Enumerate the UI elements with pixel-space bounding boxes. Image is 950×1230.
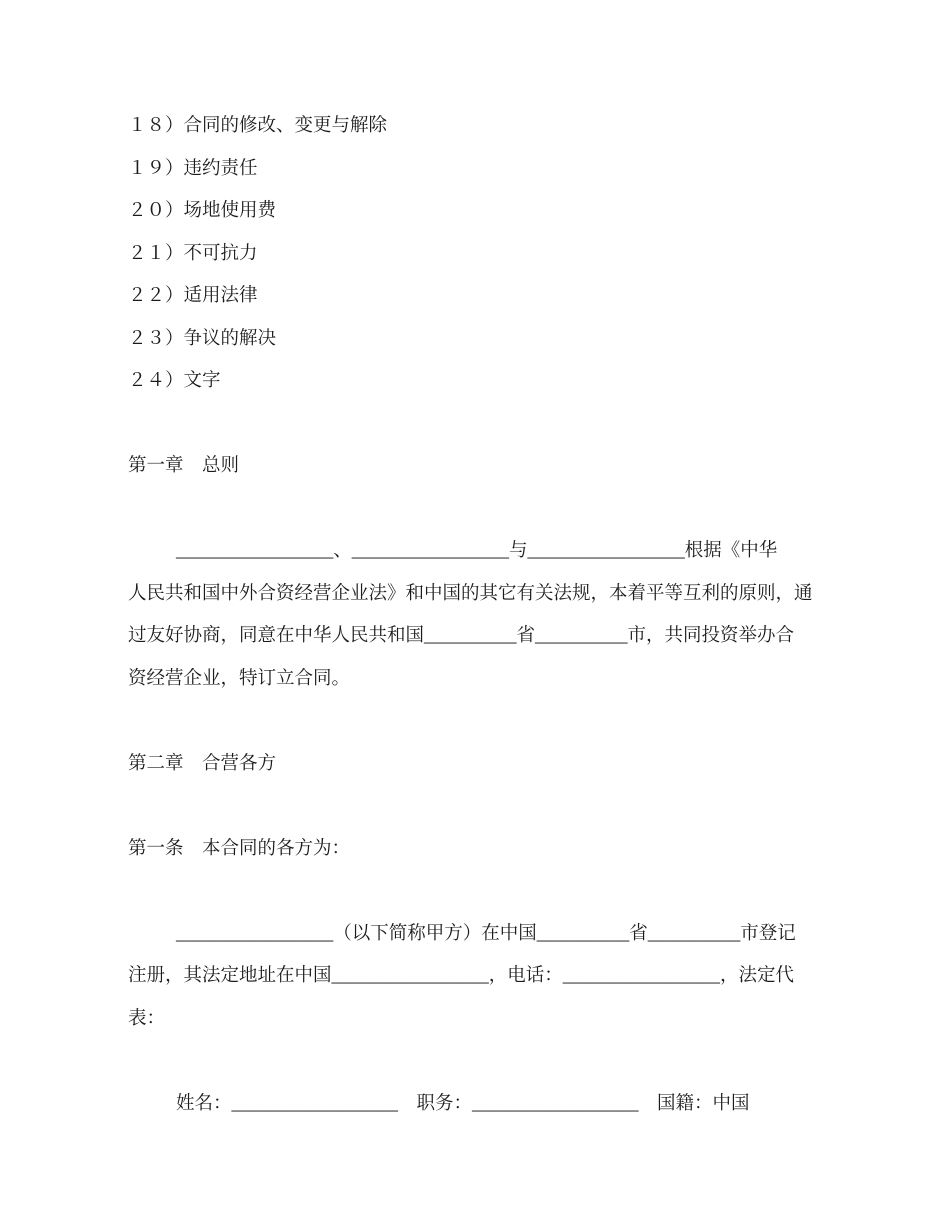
blank-line — [128, 488, 828, 531]
toc-item-24: ２４）文字 — [128, 371, 221, 391]
blank-line — [128, 403, 828, 446]
blank-line — [128, 870, 828, 913]
chapter-1-paragraph-line: 资经营企业，特订立合同。 — [128, 668, 351, 689]
chapter-1-paragraph-line: 人民共和国中外合资经营企业法》和中国的其它有关法规，本着平等互利的原则，通 — [128, 583, 813, 604]
party-a-paragraph-line: 表： — [128, 1008, 166, 1029]
toc-item-22: ２２）适用法律 — [128, 286, 258, 306]
chapter-2-heading: 第二章 合营各方 — [128, 753, 277, 774]
article-1-heading: 第一条 本合同的各方为： — [128, 838, 351, 859]
blank-line — [128, 700, 828, 743]
blank-line — [128, 1040, 828, 1083]
chapter-1-heading: 第一章 总则 — [128, 456, 240, 476]
document-content — [128, 105, 828, 1125]
toc-item-18: １８）合同的修改、变更与解除 — [128, 116, 388, 136]
chapter-1-paragraph-line: _________________、_________________与_________________根据《中华 — [176, 541, 778, 561]
party-a-paragraph-line: _________________（以下简称甲方）在中国__________省__________市登记 — [176, 923, 796, 944]
signature-line: 姓名：__________________ 职务：__________________ 国籍：中国 — [176, 1093, 750, 1114]
party-a-paragraph-line: 注册，其法定地址在中国_________________，电话：_________________，法定代 — [128, 966, 795, 986]
toc-item-21: ２１）不可抗力 — [128, 243, 258, 264]
toc-item-20: ２０）场地使用费 — [128, 201, 277, 221]
toc-item-23: ２３）争议的解决 — [128, 328, 277, 349]
blank-line — [128, 785, 828, 828]
chapter-1-paragraph-line: 过友好协商，同意在中华人民共和国__________省__________市，共同投资举办合 — [128, 626, 795, 646]
toc-item-19: １９）违约责任 — [128, 158, 258, 179]
